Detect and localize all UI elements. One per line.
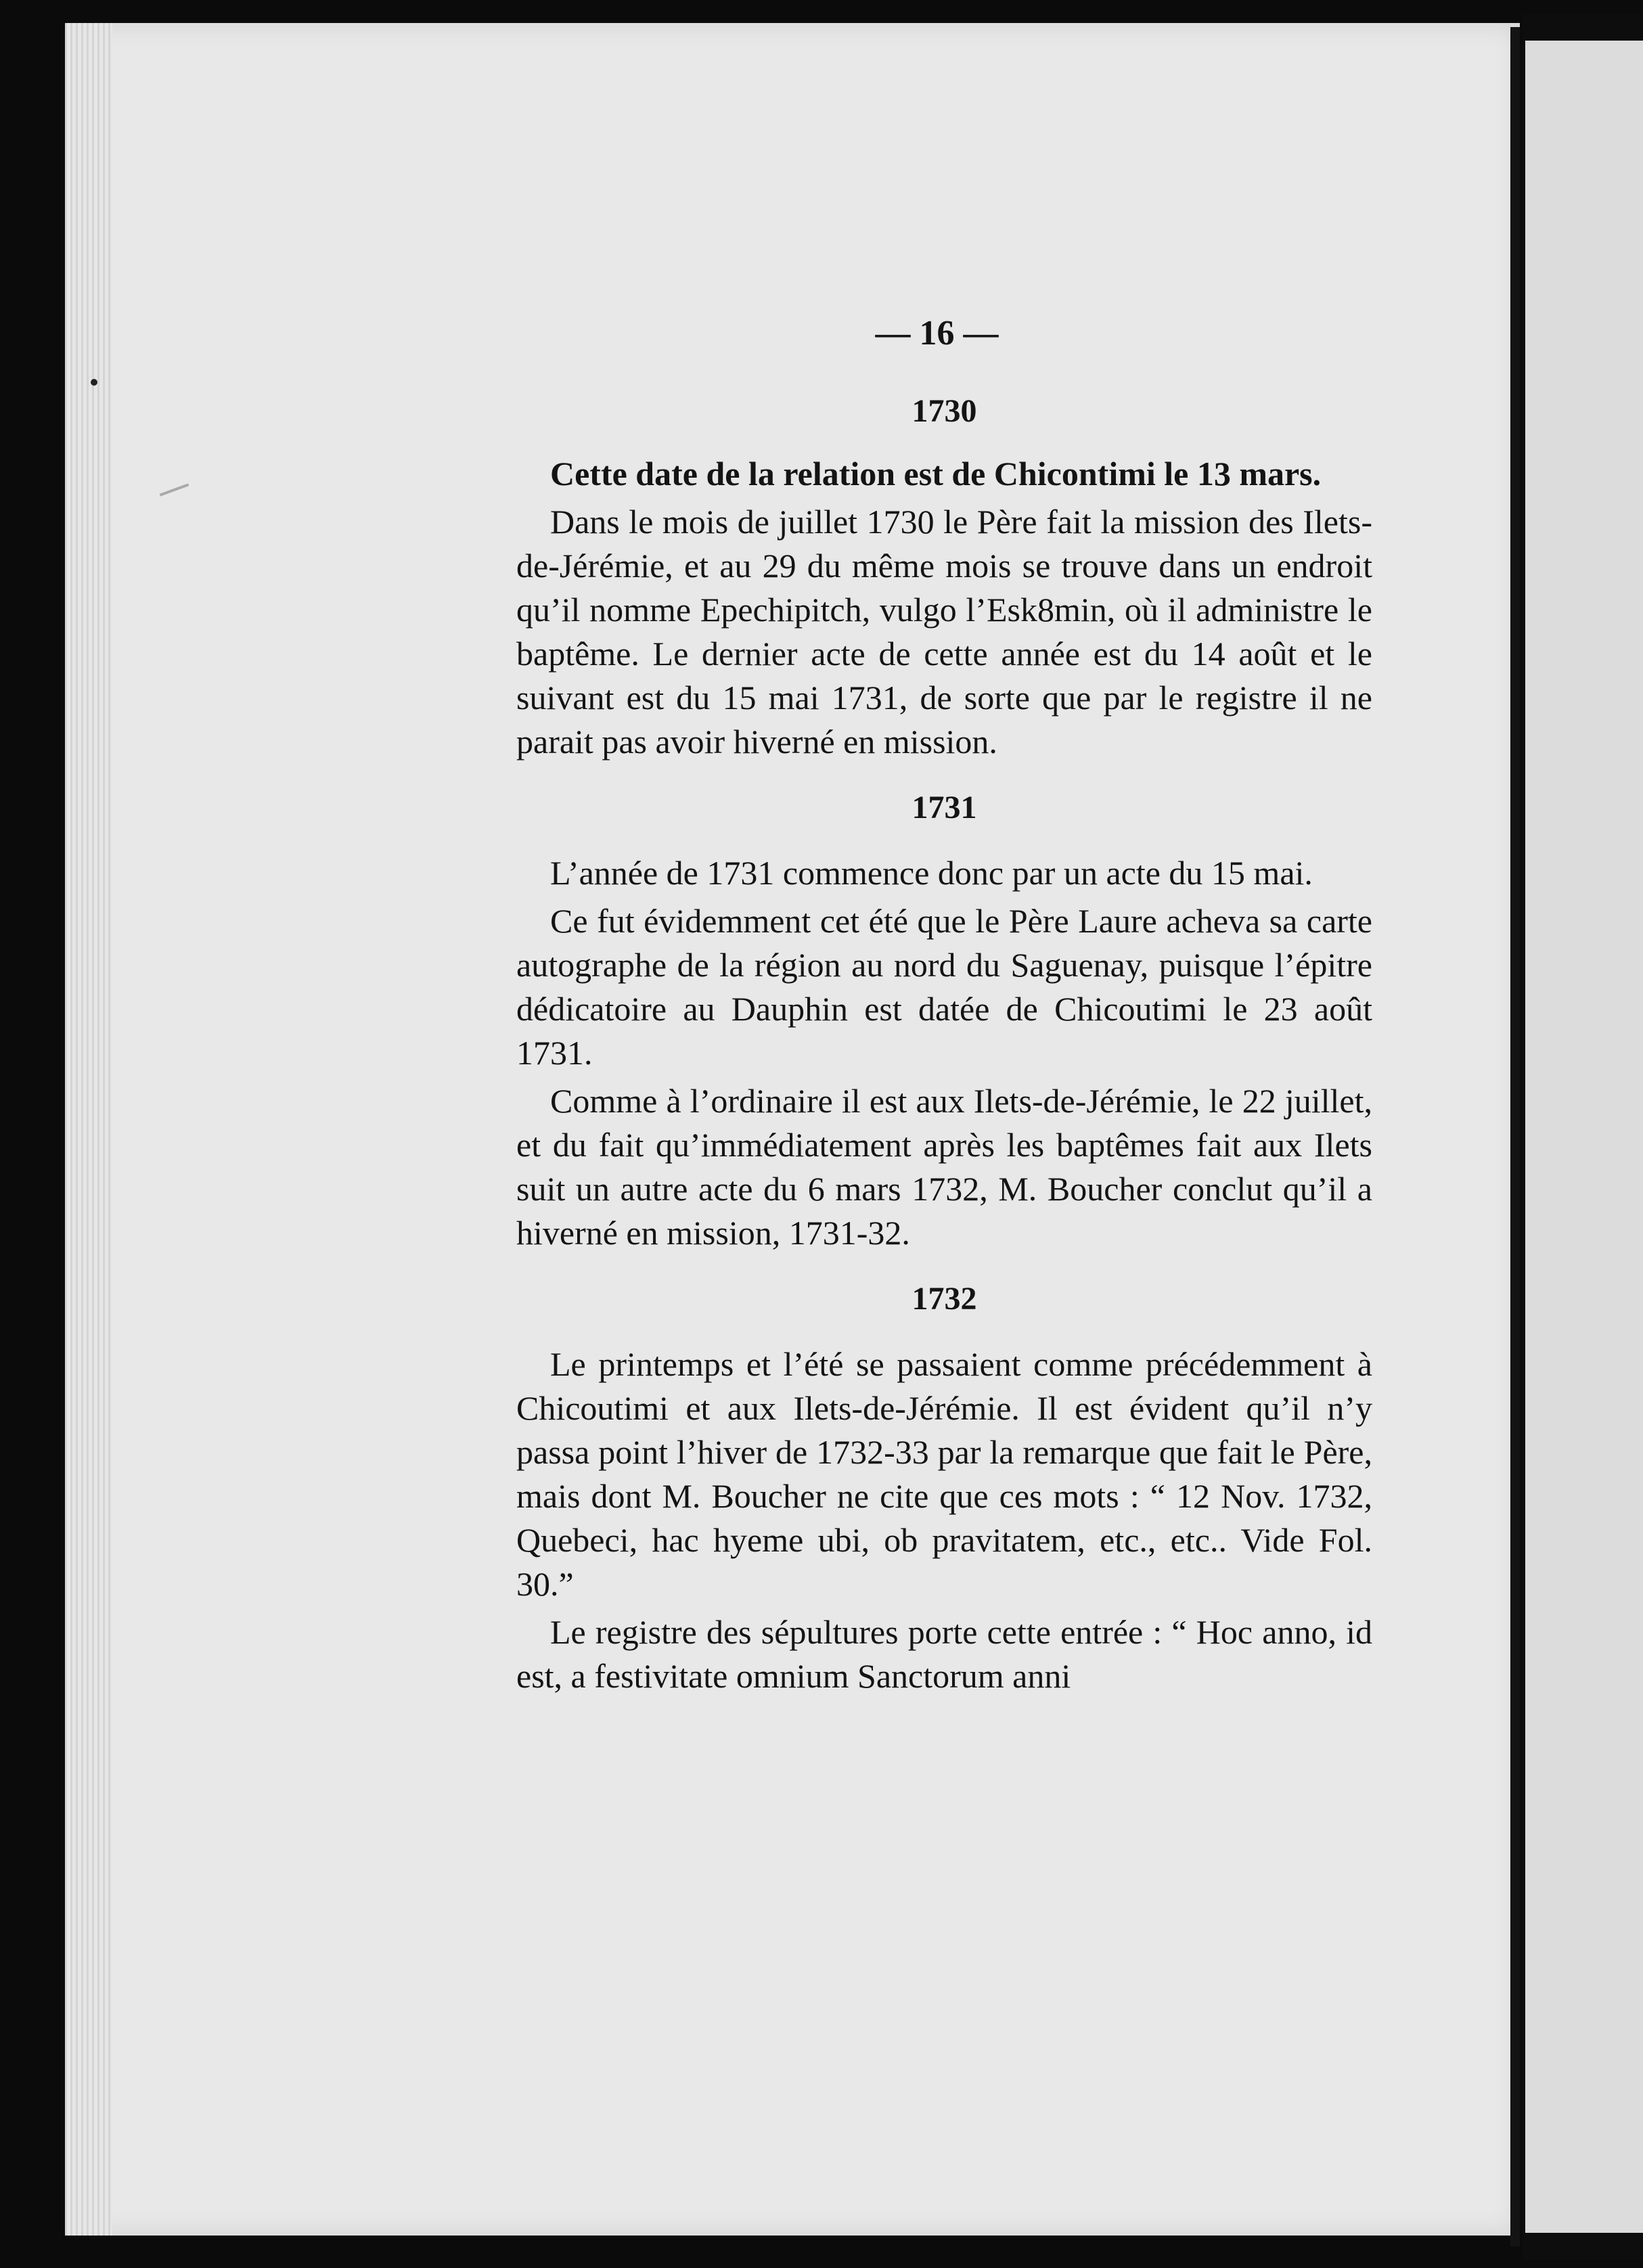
page-text-block — [516, 311, 1372, 1698]
page-number: — 16 — — [875, 314, 999, 353]
section-heading-1732: 1732 — [911, 1281, 977, 1317]
paragraph: Comme à l’ordinaire il est aux Ilets-de-Jérémie, le 22 juillet, et du fait qu’immédiatement après les baptêmes fait aux Ilets suit un autre acte du 6 mars 1732, M. Boucher conclut qu’il a hiverné en mission, 1731-32. — [516, 1082, 1372, 1252]
page-edge-stripes — [65, 23, 112, 2236]
paragraph: L’année de 1731 commence donc par un acte du 15 mai. — [550, 854, 1313, 892]
paragraph: Cette date de la relation est de Chicontimi le 13 mars. — [550, 455, 1322, 493]
paragraph: Le printemps et l’été se passaient comme précédemment à Chicoutimi et aux Ilets-de-Jérémie. Il est évident qu’il n’y passa point l’hiver de 1732-33 par la remarque que fait le Père, mais dont M. Boucher ne cite que ces mots : “ 12 Nov. 1732, Quebeci, hac hyeme ubi, ob pravitatem, etc., etc.. Vide Fol. 30.” — [516, 1345, 1372, 1603]
page-gutter-shadow — [1510, 27, 1520, 2246]
paragraph: Ce fut évidemment cet été que le Père Laure acheva sa carte autographe de la région au nord du Saguenay, puisque l’épitre dédicatoire au Dauphin est datée de Chicoutimi le 23 août 1731. — [516, 902, 1372, 1072]
margin-dot-mark — [91, 379, 97, 386]
adjacent-page-sliver — [1525, 41, 1643, 2233]
section-heading-1730: 1730 — [911, 393, 977, 429]
paragraph: Le registre des sépultures porte cette entrée : “ Hoc anno, id est, a festivitate omnium Sanctorum anni — [516, 1613, 1372, 1695]
section-heading-1731: 1731 — [911, 790, 977, 825]
paragraph: Dans le mois de juillet 1730 le Père fait la mission des Ilets-de-Jérémie, et au 29 du même mois se trouve dans un endroit qu’il nomme Epechipitch, vulgo l’Esk8min, où il administre le baptême. Le dernier acte de cette année est du 14 août et le suivant est du 15 mai 1731, de sorte que par le registre il ne parait pas avoir hiverné en mission. — [516, 503, 1372, 761]
